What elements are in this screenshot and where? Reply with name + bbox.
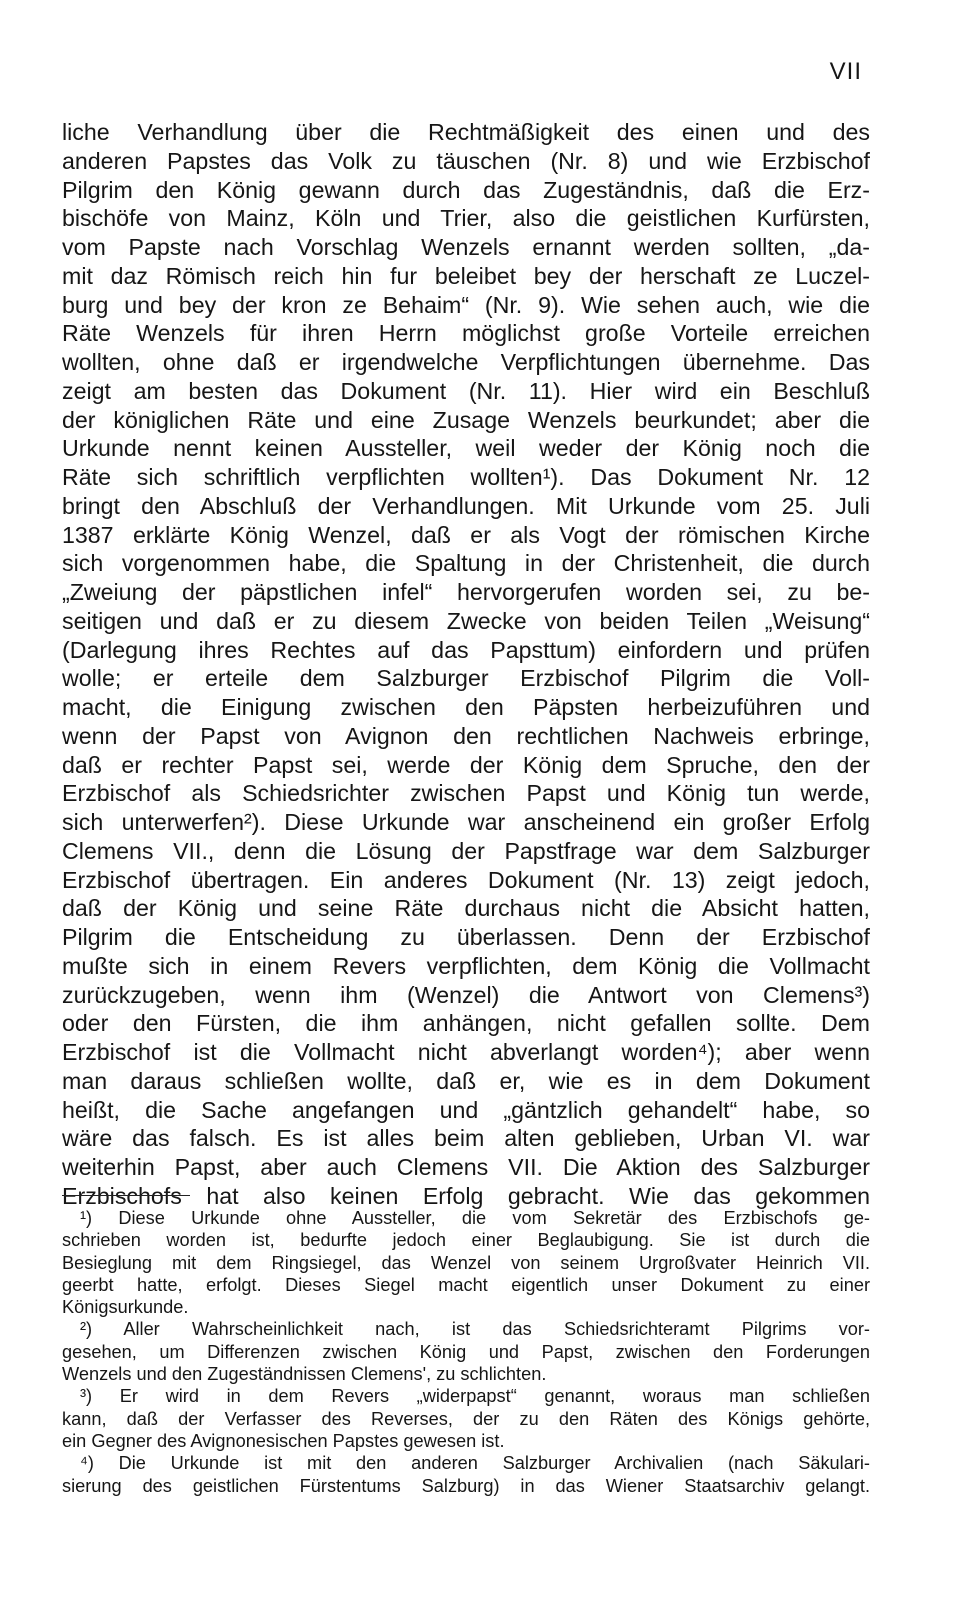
text-line: daß er rechter Papst sei, werde der König dem Spruche, den der bbox=[62, 751, 870, 778]
footnote-line: geerbt hatte, erfolgt. Dieses Siegel macht eigentlich unser Dokument zu einer bbox=[62, 1274, 870, 1295]
text-line: heißt, die Sache angefangen und „gäntzlich gehandelt“ habe, so bbox=[62, 1096, 870, 1123]
text-line: 1387 erklärte König Wenzel, daß er als Vogt der römischen Kirche bbox=[62, 521, 870, 548]
text-line: Erzbischofs hat also keinen Erfolg gebracht. Wie das gekommen bbox=[62, 1182, 870, 1209]
footnote-3 bbox=[62, 1385, 870, 1452]
footnote-line: Königsurkunde. bbox=[62, 1297, 189, 1318]
footnotes bbox=[62, 1207, 870, 1497]
footnote-4 bbox=[62, 1452, 870, 1497]
text-line: wollten, ohne daß er irgendwelche Verpflichtungen übernehme. Das bbox=[62, 349, 870, 375]
text-line: sich vorgenommen habe, die Spaltung in der Christenheit, die durch bbox=[62, 550, 870, 577]
text-line: anderen Papstes das Volk zu täuschen (Nr. 8) und wie Erzbischof bbox=[62, 147, 870, 174]
footnote-2 bbox=[62, 1318, 870, 1385]
footnote-line: gesehen, um Differenzen zwischen König und Papst, zwischen den Forderungen bbox=[62, 1341, 870, 1362]
text-line: (Darlegung ihres Rechtes auf das Papsttum) einfordern und prüfen bbox=[62, 636, 870, 663]
text-line: man daraus schließen wollte, daß er, wie es in dem Dokument bbox=[62, 1067, 870, 1094]
text-line: Erzbischof übertragen. Ein anderes Dokument (Nr. 13) zeigt jedoch, bbox=[62, 866, 870, 893]
text-line: Räte sich schriftlich verpflichten wollten¹). Das Dokument Nr. 12 bbox=[62, 464, 870, 490]
body-text bbox=[62, 118, 870, 1211]
text-line: liche Verhandlung über die Rechtmäßigkeit des einen und des bbox=[62, 119, 870, 145]
text-line: seitigen und daß er zu diesem Zwecke von beiden Teilen „Weisung“ bbox=[62, 607, 870, 634]
text-line: wenn der Papst von Avignon den rechtlichen Nachweis erbringe, bbox=[62, 722, 870, 749]
footnote-separator bbox=[62, 1195, 190, 1196]
text-line: weiterhin Papst, aber auch Clemens VII. Die Aktion des Salzburger bbox=[62, 1154, 870, 1180]
text-line: Räte Wenzels für ihren Herrn möglichst große Vorteile erreichen bbox=[62, 320, 870, 347]
text-line: der königlichen Räte und eine Zusage Wenzels beurkundet; aber die bbox=[62, 406, 870, 433]
text-line: Erzbischof als Schiedsrichter zwischen Papst und König tun werde, bbox=[62, 780, 870, 807]
text-line: zurückzugeben, wenn ihm (Wenzel) die Antwort von Clemens³) bbox=[62, 981, 870, 1008]
text-line: oder den Fürsten, die ihm anhängen, nicht gefallen sollte. Dem bbox=[62, 1010, 870, 1037]
footnote-line: kann, daß der Verfasser des Reverses, der zu den Räten des Königs gehörte, bbox=[62, 1408, 870, 1429]
text-line: zeigt am besten das Dokument (Nr. 11). Hier wird ein Beschluß bbox=[62, 377, 870, 404]
footnote-line: ³) Er wird in dem Revers „widerpapst“ genannt, woraus man schließen bbox=[80, 1386, 870, 1407]
text-line: bringt den Abschluß der Verhandlungen. Mit Urkunde vom 25. Juli bbox=[62, 492, 870, 519]
footnote-line: sierung des geistlichen Fürstentums Salzburg) in das Wiener Staatsarchiv gelangt. bbox=[62, 1475, 870, 1496]
text-line: wäre das falsch. Es ist alles beim alten geblieben, Urban VI. war bbox=[62, 1125, 870, 1152]
text-line: burg und bey der kron ze Behaim“ (Nr. 9). Wie sehen auch, wie die bbox=[62, 291, 870, 318]
text-line: „Zweiung der päpstlichen infel“ hervorgerufen worden sei, zu be- bbox=[62, 579, 870, 605]
footnote-line: ein Gegner des Avignonesischen Papstes gewesen ist. bbox=[62, 1430, 505, 1451]
text-line: mit daz Römisch reich hin fur beleibet bey der herschaft ze Luczel- bbox=[62, 262, 870, 289]
text-line: vom Papste nach Vorschlag Wenzels ernannt werden sollten, „da- bbox=[62, 234, 870, 260]
text-line: Pilgrim die Entscheidung zu überlassen. Denn der Erzbischof bbox=[62, 924, 870, 950]
text-line: mußte sich in einem Revers verpflichten, dem König die Vollmacht bbox=[62, 952, 870, 979]
text-line: macht, die Einigung zwischen den Päpsten herbeizuführen und bbox=[62, 694, 870, 720]
text-line: sich unterwerfen²). Diese Urkunde war anscheinend ein großer Erfolg bbox=[62, 809, 870, 835]
text-line: daß der König und seine Räte durchaus nicht die Absicht hatten, bbox=[62, 895, 870, 922]
page-number: VII bbox=[829, 58, 862, 85]
footnote-line: schrieben worden ist, bedurfte jedoch einer Beglaubigung. Sie ist durch die bbox=[62, 1230, 870, 1251]
footnote-line: Wenzels und den Zugeständnissen Clemens', zu schlichten. bbox=[62, 1364, 547, 1385]
text-line: wolle; er erteile dem Salzburger Erzbischof Pilgrim die Voll- bbox=[62, 665, 870, 692]
footnote-line: Besieglung mit dem Ringsiegel, das Wenzel von seinem Urgroßvater Heinrich VII. bbox=[62, 1252, 870, 1273]
text-line: bischöfe von Mainz, Köln und Trier, also die geistlichen Kurfürsten, bbox=[62, 205, 870, 232]
text-line: Erzbischof ist die Vollmacht nicht abverlangt worden⁴); aber wenn bbox=[62, 1039, 870, 1065]
text-line: Clemens VII., denn die Lösung der Papstfrage war dem Salzburger bbox=[62, 837, 870, 864]
footnote-line: ⁴) Die Urkunde ist mit den anderen Salzburger Archivalien (nach Säkulari- bbox=[80, 1453, 870, 1474]
footnote-line: ²) Aller Wahrscheinlichkeit nach, ist das Schiedsrichteramt Pilgrims vor- bbox=[80, 1319, 870, 1340]
footnote-line: ¹) Diese Urkunde ohne Aussteller, die vom Sekretär des Erzbischofs ge- bbox=[80, 1208, 870, 1228]
text-line: Urkunde nennt keinen Aussteller, weil weder der König noch die bbox=[62, 435, 870, 462]
footnote-1 bbox=[62, 1207, 870, 1318]
text-line: Pilgrim den König gewann durch das Zugeständnis, daß die Erz- bbox=[62, 176, 870, 203]
